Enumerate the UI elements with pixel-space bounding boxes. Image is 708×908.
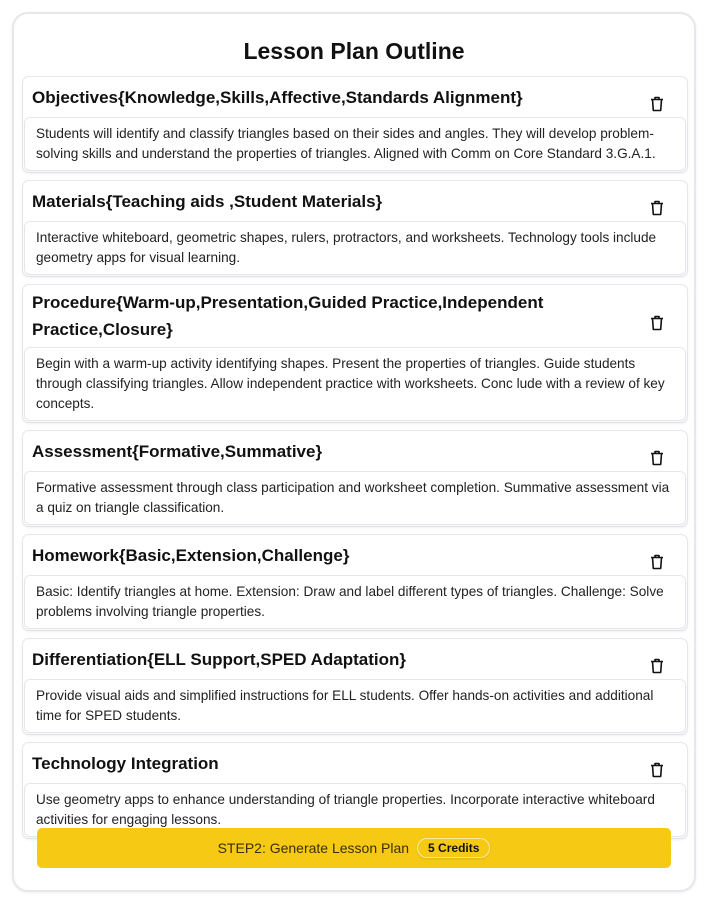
outline-section xyxy=(22,180,688,277)
trash-icon[interactable] xyxy=(650,755,664,771)
outline-section xyxy=(22,742,688,839)
trash-icon[interactable] xyxy=(650,89,664,105)
trash-icon[interactable] xyxy=(650,651,664,667)
outline-section xyxy=(22,638,688,735)
section-heading[interactable]: Materials{Teaching aids ,Student Materials} xyxy=(32,191,383,211)
section-header xyxy=(24,743,686,783)
section-heading[interactable]: Objectives{Knowledge,Skills,Affective,Standards Alignment} xyxy=(32,87,523,107)
section-content[interactable]: Students will identify and classify triangles based on their sides and angles. They will develop problem-solving skills and understand the properties of triangles. Aligned with Comm on Core Standard 3.G.A.1. xyxy=(24,117,686,171)
section-content[interactable]: Interactive whiteboard, geometric shapes, rulers, protractors, and worksheets. Technology tools include geometry apps for visual learning. xyxy=(24,221,686,275)
section-header xyxy=(24,285,686,347)
generate-lesson-plan-button[interactable] xyxy=(37,828,671,868)
section-heading[interactable]: Differentiation{ELL Support,SPED Adaptation} xyxy=(32,649,407,669)
trash-icon[interactable] xyxy=(650,308,664,324)
section-header xyxy=(24,639,686,679)
section-heading[interactable]: Procedure{Warm-up,Presentation,Guided Practice,Independent Practice,Closure} xyxy=(32,293,544,339)
section-header xyxy=(24,77,686,117)
button-label: STEP2: Generate Lesson Plan xyxy=(217,840,410,856)
section-header xyxy=(24,535,686,575)
outline-section xyxy=(22,284,688,423)
trash-icon[interactable] xyxy=(650,443,664,459)
section-content[interactable]: Provide visual aids and simplified instructions for ELL students. Offer hands-on activities and additional time for SPED students. xyxy=(24,679,686,733)
section-heading[interactable]: Homework{Basic,Extension,Challenge} xyxy=(32,545,350,565)
section-content[interactable]: Formative assessment through class participation and worksheet completion. Summative assessment via a quiz on triangle classification. xyxy=(24,471,686,525)
section-content[interactable]: Begin with a warm-up activity identifying shapes. Present the properties of triangles. Guide students through classifying triangles. Allow independent practice with worksheets. Conc lude with a review of key concepts. xyxy=(24,347,686,421)
page-title: Lesson Plan Outline xyxy=(243,38,465,64)
outline-section xyxy=(22,76,688,173)
section-header xyxy=(24,431,686,471)
section-content[interactable]: Use geometry apps to enhance understanding of triangle properties. Incorporate interactive whiteboard activities for engaging lessons. xyxy=(24,783,686,837)
section-heading[interactable]: Technology Integration xyxy=(32,753,219,773)
section-list xyxy=(22,76,688,846)
trash-icon[interactable] xyxy=(650,193,664,209)
trash-icon[interactable] xyxy=(650,547,664,563)
section-heading[interactable]: Assessment{Formative,Summative} xyxy=(32,441,323,461)
section-content[interactable]: Basic: Identify triangles at home. Extension: Draw and label different types of triangles. Challenge: Solve problems involving triangle properties. xyxy=(24,575,686,629)
outline-section xyxy=(22,534,688,631)
credits-badge: 5 Credits xyxy=(417,838,490,858)
section-header xyxy=(24,181,686,221)
lesson-plan-card xyxy=(12,12,696,892)
outline-section xyxy=(22,430,688,527)
